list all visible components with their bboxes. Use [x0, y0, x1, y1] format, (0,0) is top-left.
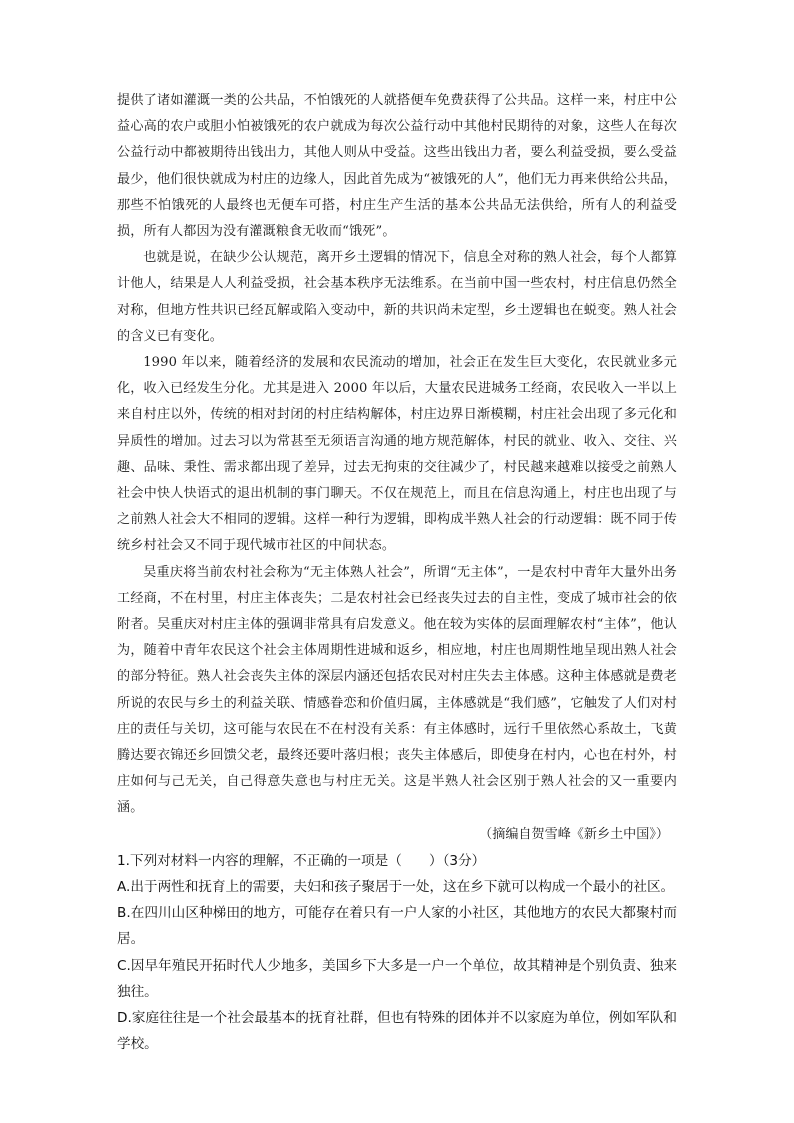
article-paragraph-1: 提供了诸如灌溉一类的公共品，不怕饿死的人就搭便车免费获得了公共品。这样一来，村庄中公益心高的农户或胆小怕被饿死的农户就成为每次公益行动中其他村民期待的对象，这些人在每次公益行动中都被期待出钱出力，其他人则从中受益。这些出钱出力者，要么利益受损，要么受益最少，他们很快就成为村庄的边缘人，因此首先成为“被饿死的人”，他们无力再来供给公共品，那些不怕饿死的人最终也无便车可搭，村庄生产生活的基本公共品无法供给，所有人的利益受损，所有人都因为没有灌溉粮食无收而“饿死”。: [117, 93, 677, 240]
article-paragraph-4: 吴重庆将当前农村社会称为“无主体熟人社会”，所谓“无主体”，一是农村中青年大量外出务工经商，不在村里，村庄主体丧失；二是农村社会已经丧失过去的自主性，变成了城市社会的依附者。吴重庆对村庄主体的强调非常具有启发意义。他在较为实体的层面理解农村“主体”，他认为，随着中青年农民这个社会主体周期性进城和返乡，相应地，村庄也周期性地呈现出熟人社会的部分特征。熟人社会丧失主体的深层内涵还包括农民对村庄失去主体感。这种主体感就是费老所说的农民与乡土的利益关联、情感眷恋和价值归属，主体感就是“我们感”，它触发了人们对村庄的责任与关切，这可能与农民在不在村没有关系：有主体感时，远行千里依然心系故土，飞黄腾达要衣锦还乡回馈父老，最终还要叶落归根；丧失主体感后，即使身在村内，心也在村外，村庄如何与己无关，自己得意失意也与村庄无关。这是半熟人社会区别于熟人社会的又一重要内涵。: [117, 564, 677, 816]
option-a[interactable]: A.出于两性和抚育上的需要，夫妇和孩子聚居于一处，这在乡下就可以构成一个最小的社区。: [117, 878, 675, 895]
document-page: [117, 88, 677, 1057]
article-paragraph-2: 也就是说，在缺少公认规范，离开乡土逻辑的情况下，信息全对称的熟人社会，每个人都算计他人，结果是人人利益受损，社会基本秩序无法维系。在当前中国一些农村，村庄信息仍然全对称，但地方性共识已经瓦解或陷入变动中，新的共识尚未定型，乡土逻辑也在蜕变。熟人社会的含义已有变化。: [117, 250, 677, 344]
option-d[interactable]: D.家庭往往是一个社会最基本的抚育社群，但也有特殊的团体并不以家庭为单位，例如军队和学校。: [117, 1009, 677, 1053]
option-c[interactable]: C.因早年殖民开拓时代人少地多，美国乡下大多是一户一个单位，故其精神是个别负责、独来独往。: [117, 957, 677, 1000]
article-source: （摘编自贺雪峰《新乡土中国》）: [479, 826, 669, 842]
article-paragraph-3: 1990 年以来，随着经济的发展和农民流动的增加，社会正在发生巨大变化，农民就业多元化，收入已经发生分化。尤其是进入 2000 年以后，大量农民进城务工经商，农民收入一半以上来自村庄以外，传统的相对封闭的村庄结构解体，村庄边界日渐模糊，村庄社会出现了多元化和异质性的增加。过去习以为常甚至无须语言沟通的地方规范解体，村民的就业、收入、交往、兴趣、品味、秉性、需求都出现了差异，过去无拘束的交往减少了，村民越来越难以接受之前熟人社会中快人快语式的退出机制的事门聊天。不仅在规范上，而且在信息沟通上，村庄也出现了与之前熟人社会大不相同的逻辑。这样一种行为逻辑，即构成半熟人社会的行动逻辑：既不同于传统乡村社会又不同于现代城市社区的中间状态。: [117, 355, 677, 554]
option-b[interactable]: B.在四川山区种梯田的地方，可能存在着只有一户人家的小社区，其他地方的农民大都聚村而居。: [117, 905, 677, 948]
question-stem: 1.下列对材料一内容的理解，不正确的一项是（ ）（3分）: [117, 852, 486, 869]
